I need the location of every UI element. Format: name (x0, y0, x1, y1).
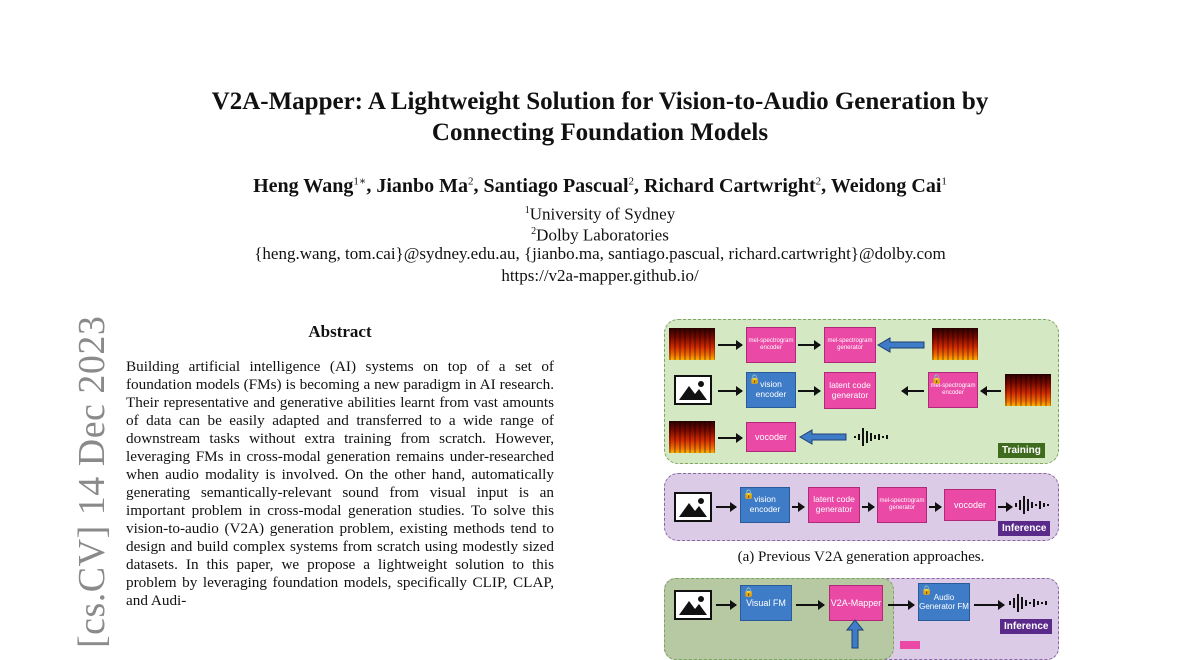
latent-generator-box: latent code generator (824, 372, 876, 409)
affiliation-1: $^1$University of Sydney (524, 204, 676, 224)
image-stack-icon (674, 375, 712, 405)
arrow (716, 506, 736, 508)
arrow (792, 506, 804, 508)
spectrogram-image (669, 328, 715, 360)
arrow (718, 390, 742, 392)
waveform-icon (852, 426, 894, 448)
author: Jianbo Ma$^2$ (376, 174, 474, 197)
author-list: Heng Wang$^{1∗}$, Jianbo Ma$^2$, Santiago Pascual$^2$, Richard Cartwright$^2$, Weidong Cai$^1$ (253, 174, 947, 197)
arrow (718, 344, 742, 346)
spectrogram-image (932, 328, 978, 360)
lock-icon: 🔒 (921, 585, 933, 595)
training-tag: Training (998, 443, 1045, 458)
mel-encoder-box-2: 🔒 mel-spectrogram encoder (928, 372, 978, 408)
arrow (974, 604, 1004, 606)
arrow (716, 604, 736, 606)
audio-generator-fm-box: 🔒 Audio Generator FM (918, 583, 970, 621)
arrow (888, 604, 914, 606)
vocoder-box: vocoder (746, 422, 796, 452)
inference-latent-box: latent code generator (808, 487, 860, 523)
paper-title (100, 86, 1100, 148)
author: Weidong Cai$^1$ (830, 174, 947, 197)
inference-vision-encoder-box: 🔒 vision encoder (740, 487, 790, 523)
partial-pink-box (900, 641, 920, 649)
author: Richard Cartwright$^2$ (644, 174, 822, 197)
inference-tag-2: Inference (1000, 619, 1052, 634)
arrow (998, 506, 1012, 508)
author: Santiago Pascual$^2$ (483, 174, 635, 197)
inference-mel-generator-box: mel-spectrogram generator (877, 487, 927, 523)
mel-generator-box: mel-spectrogram generator (824, 327, 876, 363)
project-url[interactable]: https://v2a-mapper.github.io/ (501, 266, 699, 285)
visual-fm-box: 🔒 Visual FM (740, 585, 792, 621)
arrow (862, 506, 874, 508)
left-fat-arrow (878, 337, 926, 353)
lock-icon: 🔒 (743, 587, 755, 597)
vision-encoder-box: 🔒 vision encoder (746, 372, 796, 408)
mel-encoder-box: mel-spectrogram encoder (746, 327, 796, 363)
lock-icon: 🔒 (743, 489, 755, 499)
title-line-1: V2A-Mapper: A Lightweight Solution for Vision-to-Audio Generation by (211, 88, 989, 115)
up-fat-arrow (846, 620, 864, 648)
abstract-body: Building artificial intelligence (AI) systems on top of a set of foundation models (FMs) is becoming a new paradigm in AI research. Their representative and generative abilities learnt from vast amounts of data can be easily adapted and transferred to a wide range of downstream tasks without extra training from scratch. However, leveraging FMs in cross-modal generation remains under-researched when audio modality is involved. On the other hand, automatically generating semantically-relevant sound from visual input is an important problem in cross-modal generation studies. To solve this vision-to-audio (V2A) generation problem, existing methods tend to design and build complex systems from scratch using modestly sized datasets. In this paper, we propose a lightweight solution to this problem by leveraging foundation models, specifically CLIP, CLAP, and Audi- (126, 358, 554, 609)
inference-tag: Inference (998, 521, 1050, 536)
image-stack-icon (674, 492, 712, 522)
title-line-2: Connecting Foundation Models (431, 119, 769, 146)
abstract-heading: Abstract (308, 322, 372, 341)
arrow (798, 390, 820, 392)
arrow (929, 506, 941, 508)
arrow (718, 437, 742, 439)
arrow (796, 604, 824, 606)
arrow (902, 390, 924, 392)
spectrogram-image (1005, 374, 1051, 406)
figure-caption-a: (a) Previous V2A generation approaches. (737, 549, 985, 565)
email-line: {heng.wang, tom.cai}@sydney.edu.au, {jianbo.ma, santiago.pascual, richard.cartwright}@dolby.com (254, 244, 946, 263)
lock-icon: 🔒 (931, 374, 943, 384)
waveform-icon (1014, 494, 1054, 516)
waveform-icon (1008, 592, 1052, 614)
arrow (981, 390, 1001, 392)
v2a-mapper-box: V2A-Mapper (829, 585, 883, 621)
arxiv-side-stamp (28, 302, 113, 648)
left-fat-arrow (800, 429, 848, 445)
image-stack-icon (674, 590, 712, 620)
lock-icon: 🔒 (749, 374, 761, 384)
author: Heng Wang$^{1∗}$ (253, 174, 367, 197)
arrow (798, 344, 820, 346)
arxiv-stamp-text: [cs.CV] 14 Dec 2023 (71, 315, 113, 648)
affiliation-2: $^2$Dolby Laboratories (531, 225, 669, 245)
spectrogram-image (669, 421, 715, 453)
inference-vocoder-box: vocoder (944, 489, 996, 521)
